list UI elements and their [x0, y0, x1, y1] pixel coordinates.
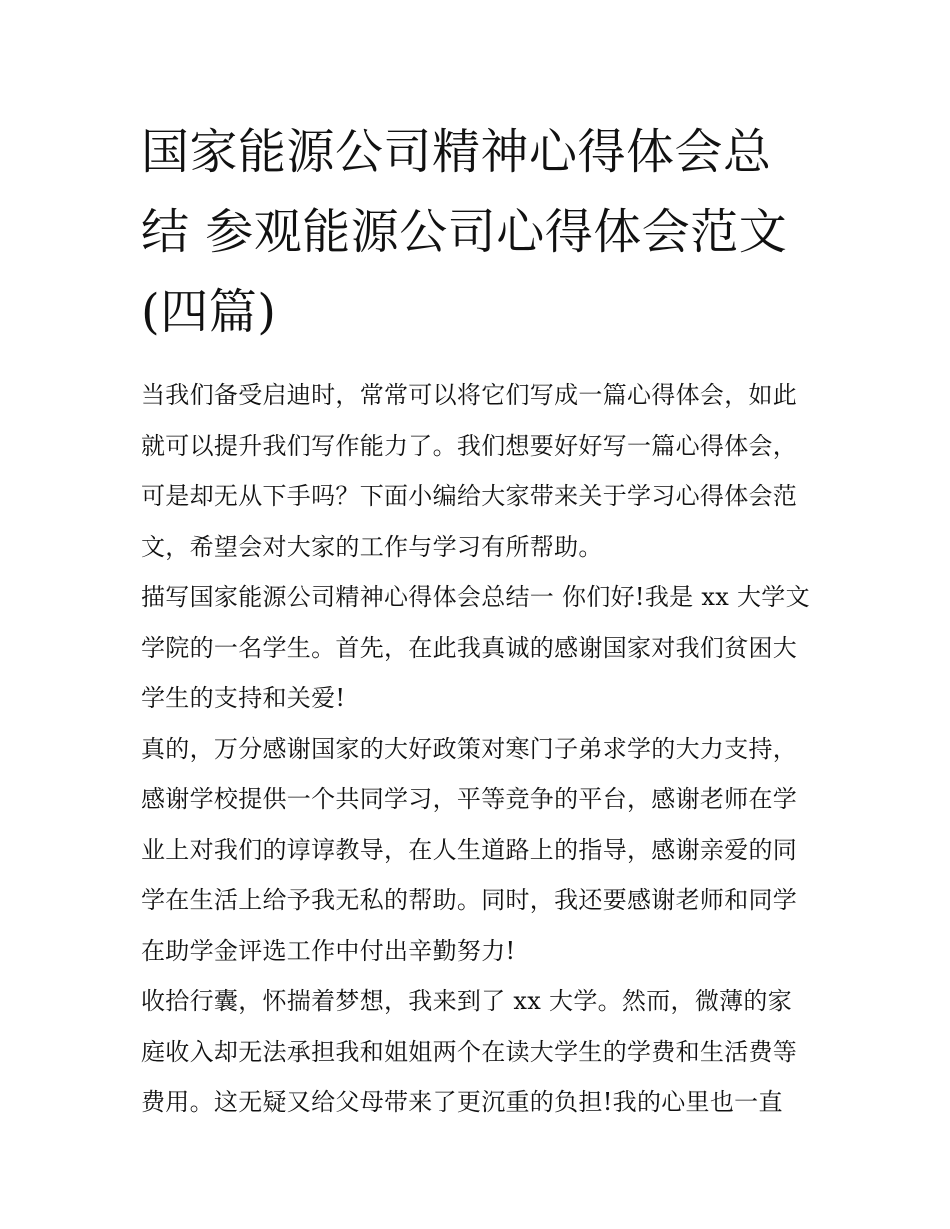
document-title [141, 112, 813, 352]
text-line: 感谢学校提供一个共同学习，平等竞争的平台，感谢老师在学 [141, 785, 798, 813]
text-line: 费用。这无疑又给父母带来了更沉重的负担!我的心里也一直 [141, 1088, 783, 1116]
title-line: (四篇) [141, 284, 277, 340]
text-line: 业上对我们的谆谆教导，在人生道路上的指导，感谢亲爱的同 [141, 835, 798, 864]
document-body [141, 112, 813, 1128]
title-line: 国家能源公司精神心得体会总 [141, 124, 772, 180]
text-line: 学院的一名学生。首先，在此我真诚的感谢国家对我们贫困大 [141, 633, 798, 662]
text-line: 描写国家能源公司精神心得体会总结一 你们好!我是 xx 大学文 [141, 583, 810, 611]
text-line: 就可以提升我们写作能力了。我们想要好好写一篇心得体会， [141, 431, 798, 460]
text-line: 文，希望会对大家的工作与学习有所帮助。 [141, 532, 603, 561]
text-line: 可是却无从下手吗？下面小编给大家带来关于学习心得体会范 [141, 482, 798, 510]
body-paragraph [141, 572, 813, 724]
text-line: 庭收入却无法承担我和姐姐两个在读大学生的学费和生活费等 [141, 1037, 798, 1066]
text-line: 学生的支持和关爱! [141, 684, 346, 712]
text-line: 在助学金评选工作中付出辛勤努力! [141, 936, 516, 965]
text-line: 收拾行囊，怀揣着梦想，我来到了 xx 大学。然而，微薄的家 [141, 987, 793, 1015]
title-line: 结 参观能源公司心得体会范文 [141, 204, 788, 260]
body-paragraph [141, 724, 813, 977]
text-line: 学在生活上给予我无私的帮助。同时，我还要感谢老师和同学 [141, 886, 798, 914]
body-paragraph [141, 976, 813, 1128]
paragraph-list [141, 370, 813, 1128]
text-line: 真的，万分感谢国家的大好政策对寒门子弟求学的大力支持， [141, 734, 798, 763]
text-line: 当我们备受启迪时，常常可以将它们写成一篇心得体会，如此 [141, 381, 798, 409]
intro-paragraph [141, 370, 813, 572]
